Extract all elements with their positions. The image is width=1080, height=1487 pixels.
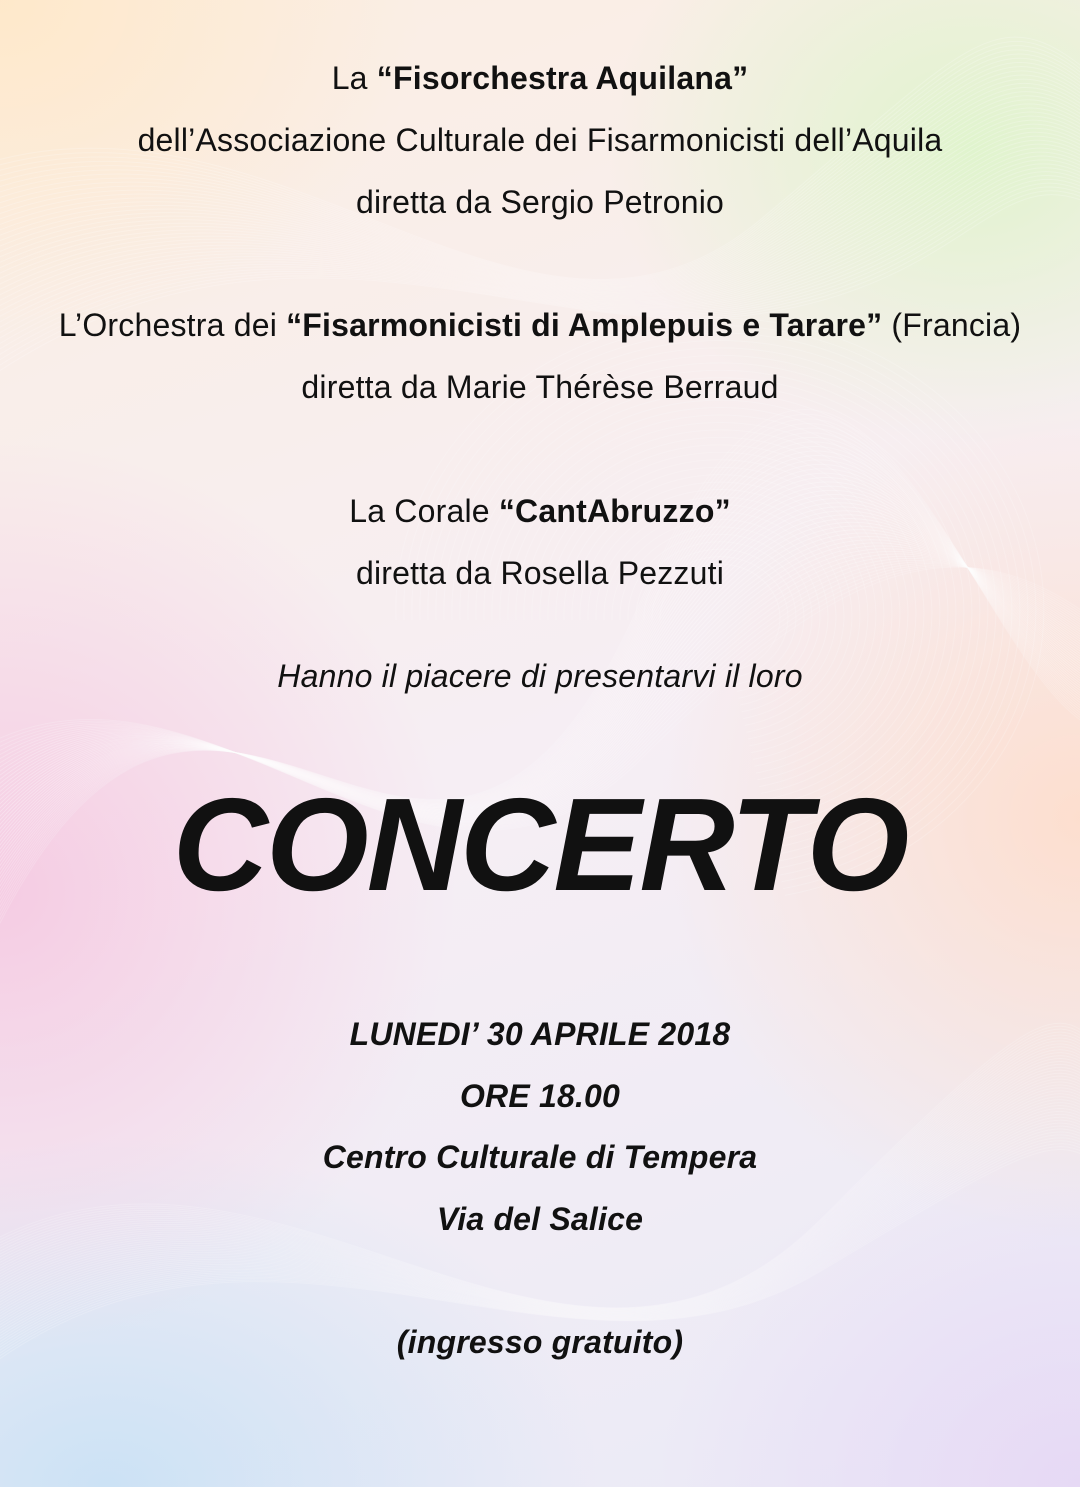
group3-name: “CantAbruzzo” (498, 493, 731, 529)
group2-heading (0, 305, 1080, 345)
group1-prefix: La (331, 60, 377, 96)
group3-prefix: La Corale (349, 493, 499, 529)
event-address: Via del Salice (436, 1201, 644, 1237)
concert-title: CONCERTO (172, 771, 908, 918)
group2-prefix: L’Orchestra dei (58, 307, 287, 343)
group1-heading (0, 58, 1080, 98)
event-time: ORE 18.00 (459, 1078, 621, 1114)
admission-note: (ingresso gratuito) (396, 1324, 684, 1360)
group1-association: dell’Associazione Culturale dei Fisarmonicisti dell’Aquila (137, 122, 943, 158)
group2-name: “Fisarmonicisti di Amplepuis e Tarare” (286, 307, 883, 343)
group1-name: “Fisorchestra Aquilana” (376, 60, 749, 96)
group3-heading (0, 491, 1080, 531)
group1-director: diretta da Sergio Petronio (355, 184, 725, 220)
group3-director: diretta da Rosella Pezzuti (355, 555, 725, 591)
group2-director: diretta da Marie Thérèse Berraud (301, 369, 779, 405)
intro-text: Hanno il piacere di presentarvi il loro (277, 658, 803, 694)
event-date: LUNEDI’ 30 APRILE 2018 (349, 1016, 731, 1052)
group2-country: (Francia) (882, 307, 1022, 343)
event-venue: Centro Culturale di Tempera (322, 1139, 758, 1175)
